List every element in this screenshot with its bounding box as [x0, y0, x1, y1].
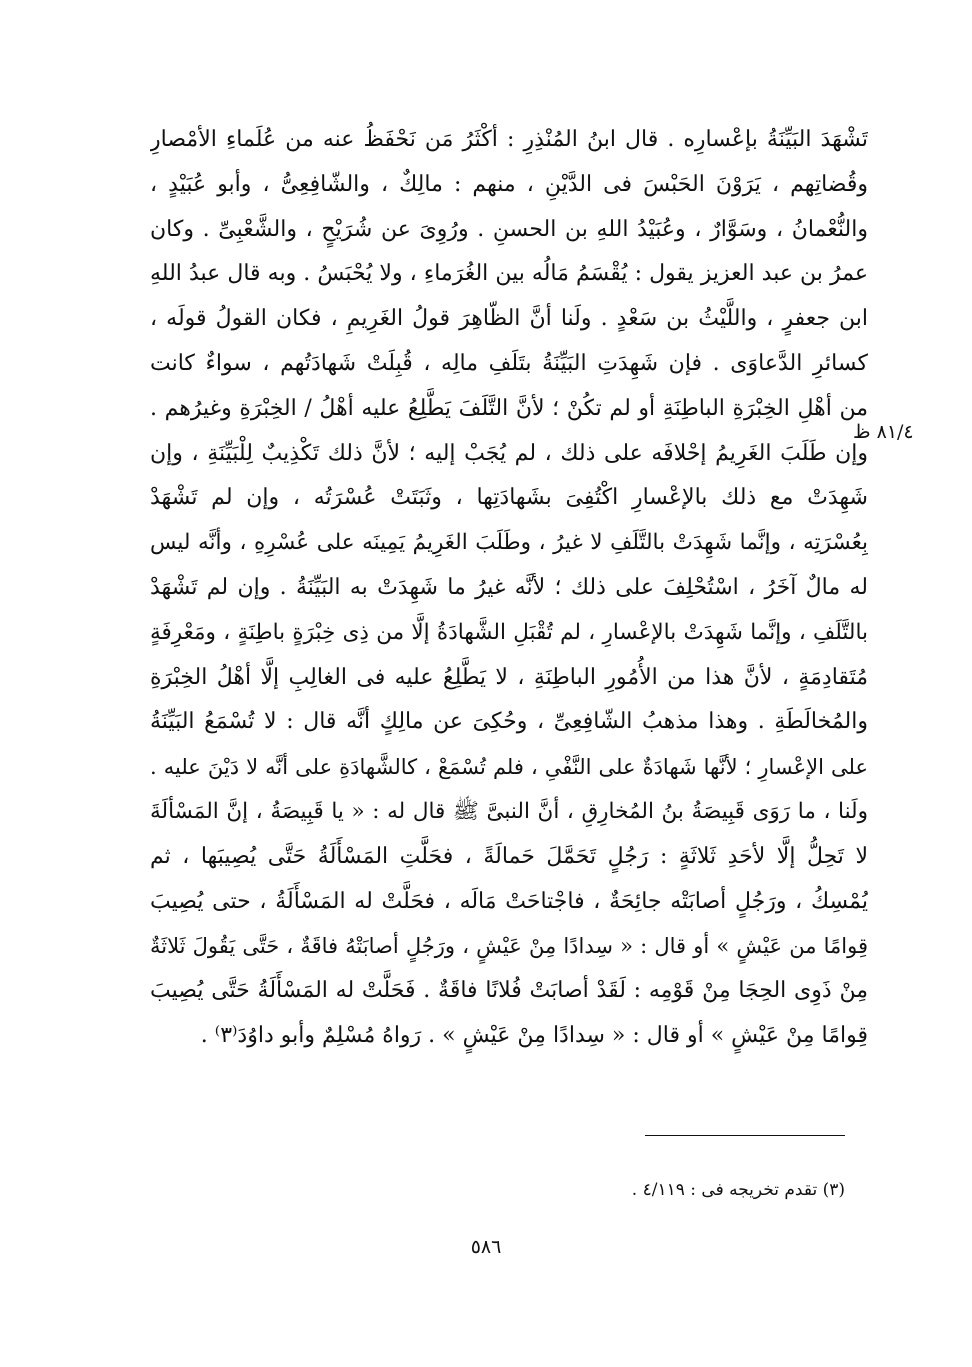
body-line: من أهْلِ الخِبْرَةِ الباطِنَةِ أو لم تكُنْ ؛ لأنَّ التَّلَفَ يَطَّلِعُ عليه أهْلُ / الخِبْرَةِ وغيرُهم . — [150, 395, 868, 421]
body-line: بِعُسْرَتِه ، وإنَّما شَهِدَتْ بالتَّلَفِ لا غيرُ ، وطَلَبَ الغَرِيمُ يَمِينَه على عُسْرِهِ ، وأنَّه ليس — [150, 530, 868, 556]
body-line: ابن جعفرٍ ، واللَّيْثُ بن سَعْدٍ . ولَنا أنَّ الظّاهِرَ قولُ الغَرِيمِ ، فكان القولُ قولَه ، — [150, 306, 868, 332]
body-line: بالتَّلَفِ ، وإنَّما شَهِدَتْ بالإعْسارِ ، لم تُقْبَلِ الشَّهادَةُ إلَّا من ذِى خِبْرَةٍ باطِنَةٍ ، ومَعْرِفَةٍ — [150, 619, 868, 645]
body-line: مِنْ ذَوِى الحِجَا مِنْ قَوْمِه : لَقَدْ أصابَتْ فُلانًا فاقَةٌ . فَحَلَّتْ له المَسْأَلَةُ حَتَّى يُصِيبَ — [150, 978, 868, 1004]
body-line: له مالٌ آخَرُ ، اسْتُحْلِفَ على ذلك ؛ لأنَّه غيرُ ما شَهِدَتْ به البَيِّنَةُ . وإن لم تَشْهَدْ — [150, 574, 868, 600]
margin-page-reference: ٨١/٤ ظ — [853, 421, 914, 443]
body-line: قِوامًا مِنْ عَيْشٍ » أو قال : « سِدادًا مِنْ عَيْشٍ » . رَواهُ مُسْلِمٌ وأبو داوُدَ⁽٣⁾ . — [200, 1022, 868, 1048]
page-number: ٥٨٦ — [470, 1236, 502, 1258]
body-line: ولَنا ، ما رَوَى قَبِيصَةُ بنُ المُخارِقِ ، أنَّ النبىَّ ﷺ قال له : « يا قَبِيصَةُ ، إنَّ المَسْألَةَ — [150, 798, 868, 824]
body-text — [150, 118, 868, 1059]
body-line: كسائرِ الدَّعاوَى . فإن شَهِدَتِ البَيِّنَةُ بتَلَفِ مالِه ، قُبِلَتْ شَهادَتُهم ، سواءٌ كانت — [150, 350, 868, 376]
body-line: والمُخالَطَةِ . وهذا مذهبُ الشّافِعِىِّ ، وحُكِىَ عن مالِكٍ أنَّه قال : لا تُسْمَعُ البَيِّنَةُ — [150, 709, 868, 735]
body-line: شَهِدَتْ مع ذلك بالإعْسارِ اكْتُفِىَ بشَهادَتِها ، وثَبَتَتْ عُسْرَتُه ، وإن لم تَشْهَدْ — [150, 485, 868, 511]
body-line: وإن طَلَبَ الغَرِيمُ إحْلافَه على ذلك ، لم يُجَبْ إليه ؛ لأنَّ ذلك تَكْذِيبٌ لِلْبَيِّنَةِ ، وإن — [150, 440, 868, 466]
body-line: مُتَقادِمَةٍ ، لأنَّ هذا من الأُمُورِ الباطِنَةِ ، لا يَطَّلِعُ عليه فى الغالِبِ إلَّا أهْلُ الخِبْرَةِ — [150, 664, 868, 690]
body-line: وقُضاتِهم ، يَرَوْنَ الحَبْسَ فى الدَّيْنِ ، منهم : مالِكٌ ، والشّافِعِىُّ ، وأبو عُبَيْدٍ ، — [150, 171, 868, 197]
body-line: تَشْهَدَ البَيِّنَةُ بإعْسارِه . قال ابنُ المُنْذِرِ : أكْثَرُ مَن نَحْفَظُ عنه من عُلَماءِ الأمْصارِ — [150, 127, 868, 152]
body-line: على الإعْسارِ ؛ لأنَّها شَهادَةٌ على النَّفْىِ ، فلم تُسْمَعْ ، كالشَّهادَةِ على أنَّه لا دَيْنَ عليه . — [150, 755, 868, 780]
body-line: قِوامًا من عَيْشٍ » أو قال : « سِدادًا مِنْ عَيْشٍ ، ورَجُلٍ أصابَتْهُ فاقَةٌ ، حَتَّى يَقُولَ ثَلاثَةٌ — [150, 934, 868, 959]
body-line: عمرُ بن عبد العزيز يقول : يُقْسَمُ مَالُه بين الغُرَماءِ ، ولا يُحْبَسُ . وبه قال عبدُ اللهِ — [150, 261, 868, 287]
footnote: (٣) تقدم تخريجه فى : ٤/١١٩ . — [631, 1180, 845, 1200]
body-line: لا تَحِلُّ إلَّا لأحَدِ ثَلاثَةٍ : رَجُلٍ تَحَمَّلَ حَمالَةً ، فحَلَّتِ المَسْأَلَةُ حَتَّى يُصِيبَها ، ثم — [150, 843, 868, 869]
footnote-divider — [645, 1135, 845, 1136]
body-line: يُمْسِكُ ، ورَجُلٍ أصابَتْه جائِحَةٌ ، فاجْتاحَتْ مَالَه ، فحَلَّتْ له المَسْأَلَةُ ، حتى يُصِيبَ — [150, 888, 868, 914]
body-line: والنُّعْمانُ ، وسَوَّارٌ ، وعُبَيْدُ اللهِ بن الحسنِ . ورُوِىَ عن شُرَيْحٍ ، والشَّعْبِىِّ . وكان — [150, 216, 868, 242]
